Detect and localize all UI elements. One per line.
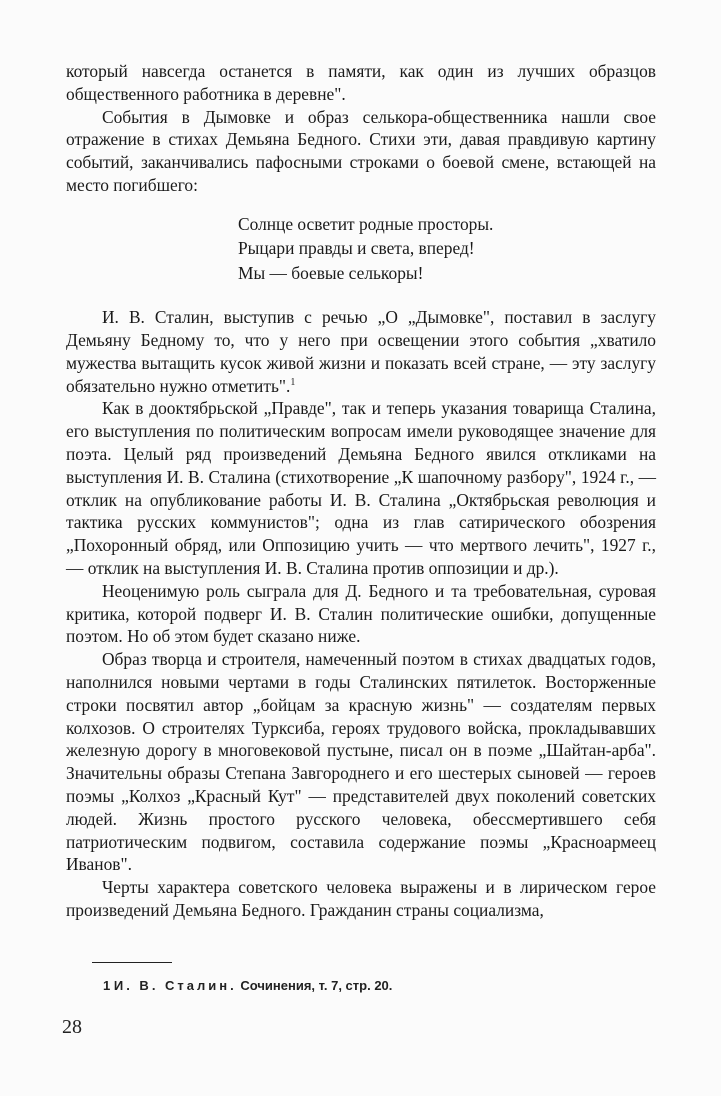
- paragraph: События в Дымовке и образ селькора-общественника нашли свое отражение в стихах Демьяна Бедного. Стихи эти, давая правдивую картину событий, заканчивались пафосными строками о боевой смене, встающей на место погибшего:: [66, 106, 656, 195]
- paragraph-with-footnote: [66, 306, 656, 397]
- poem-line: Мы — боевые селькоры!: [238, 262, 424, 283]
- poem-line: Солнце осветит родные просторы.: [238, 213, 494, 234]
- body-text: [66, 60, 656, 922]
- footnote-author: И. В. Сталин.: [113, 978, 237, 993]
- footnote-source: Сочинения, т. 7, стр. 20.: [240, 978, 393, 993]
- page-number: 28: [62, 1016, 82, 1038]
- poem-line: Рыцари правды и света, вперед!: [238, 238, 475, 259]
- paragraph: Образ творца и строителя, намеченный поэтом в стихах двадцатых годов, наполнился новыми чертами в годы Сталинских пятилеток. Восторженные строки посвятил автор „бойцам за красную жизнь" — создателям первых колхозов. О строителях Турксиба, героях трудового войска, прокладывавших железную дорогу в многовековой пустыне, писал он в поэме „Шайтан-арба". Значительны образы Степана Завгороднего и его шестерых сыновей — героев поэмы „Колхоз „Красный Кут" — представителей двух поколений советских людей. Жизнь простого русского человека, обессмертившего себя патриотическим подвигом, составила содержание поэмы „Красноармеец Иванов".: [66, 649, 656, 875]
- poem-quote: [238, 212, 656, 286]
- paragraph: который навсегда останется в памяти, как один из лучших образцов общественного работника в деревне".: [66, 61, 656, 104]
- footnote-reference: 1: [290, 376, 296, 388]
- paragraph: Черты характера советского человека выражены и в лирическом герое произведений Демьяна Бедного. Гражданин страны социализма,: [66, 877, 656, 920]
- paragraph: Неоценимую роль сыграла для Д. Бедного и та требовательная, суровая критика, которой подверг И. В. Сталин политические ошибки, допущенные поэтом. Но об этом будет сказано ниже.: [66, 580, 656, 647]
- footnote-divider: [92, 962, 172, 963]
- footnote-marker: 1: [103, 978, 111, 993]
- paragraph: Как в дооктябрьской „Правде", так и теперь указания товарища Сталина, его выступления по политическим вопросам имели руководящее значение для поэта. Целый ряд произведений Демьяна Бедного явился откликами на выступления И. В. Сталина (стихотворение „К шапочному разбору", 1924 г., — отклик на опубликование работы И. В. Сталина „Октябрьская революция и тактика русских коммунистов"; одна из глав сатирического обозрения „Похоронный обряд, или Оппозицию учить — что мертвого лечить", 1927 г., — отклик на выступления И. В. Сталина против оппозиции и др.).: [66, 398, 656, 579]
- footnote: [103, 978, 392, 993]
- paragraph-text: И. В. Сталин, выступив с речью „О „Дымовке", поставил в заслугу Демьяну Бедному то, что у него при освещении этого события „хватило мужества вытащить кусок живой жизни и показать всей стране, — эту заслугу обязательно нужно отметить".: [66, 307, 656, 396]
